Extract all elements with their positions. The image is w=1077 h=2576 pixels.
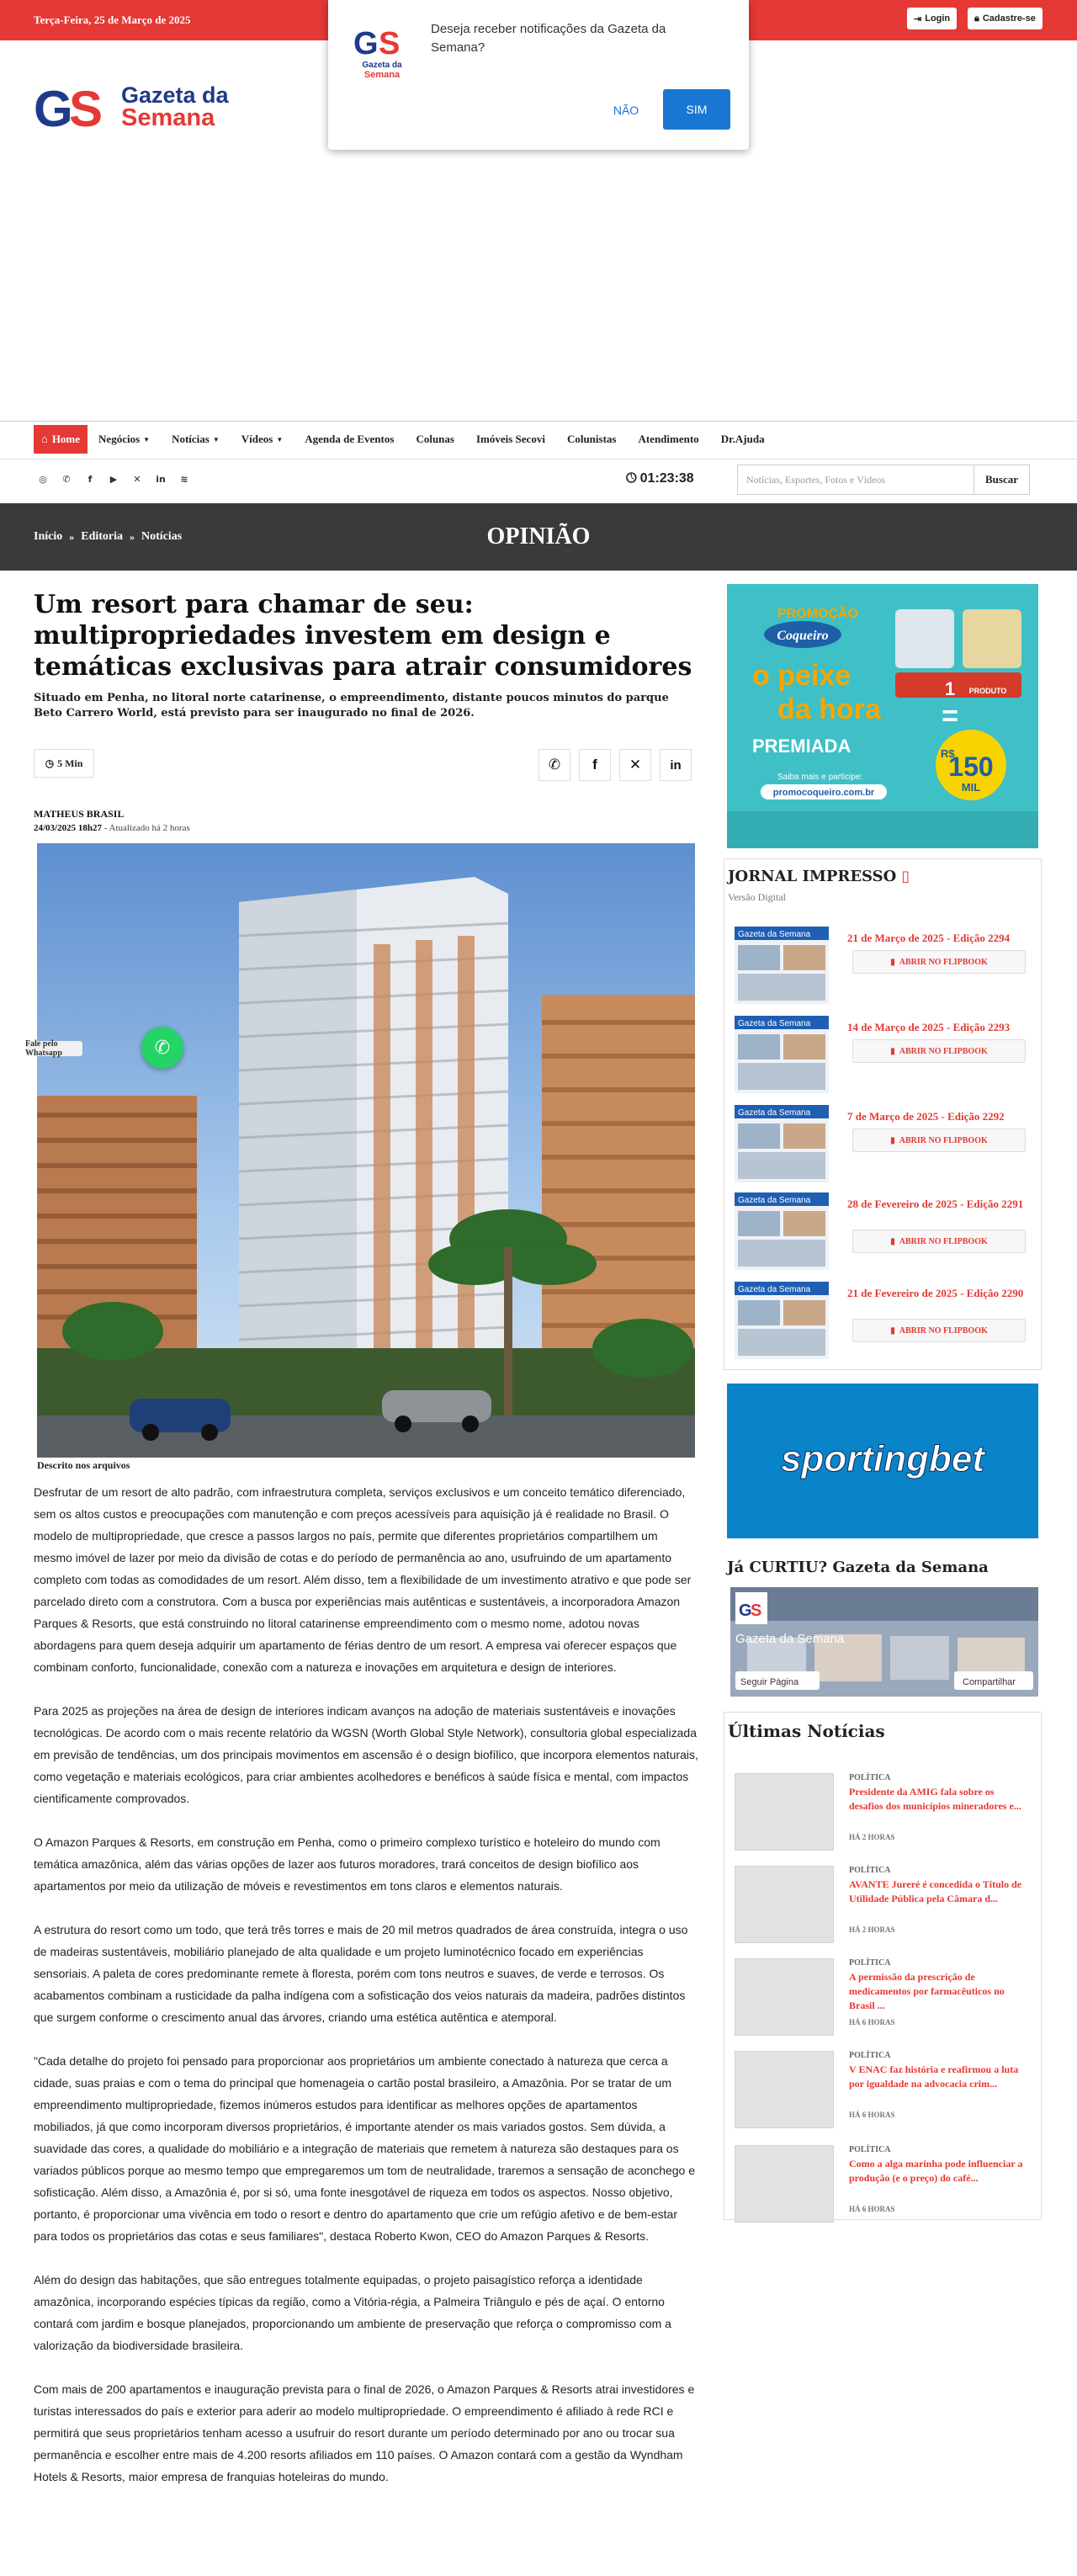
article-paragraph: O Amazon Parques & Resorts, em construção em Penha, como o primeiro complexo turístico e hoteleiro do mundo com temática amazônica, além das várias opções de lazer aos futuros moradores, trará conceitos de design biofílico aos apartamentos por meio da utilização de móveis e revestimentos em tons claros e elementos naturais. [34, 1835, 661, 1893]
chevron-down-icon: ▼ [143, 435, 151, 443]
nav-item[interactable] [710, 425, 776, 454]
facebook-icon[interactable]: f [88, 473, 93, 485]
nav-item-label: Atendimento [638, 433, 699, 445]
news-category: POLÍTICA [849, 1958, 891, 1968]
updated-time: - Atualizado há 2 horas [103, 823, 190, 833]
chevron-right-icon: » [69, 530, 75, 543]
promo-ad-banner[interactable] [727, 584, 1038, 848]
clock-time: 01:23:38 [639, 471, 694, 486]
svg-text:Gazeta da Semana: Gazeta da Semana [738, 1019, 811, 1028]
nav-item-label: Vídeos [241, 433, 273, 445]
open-flipbook-button[interactable] [852, 1319, 1026, 1342]
photo-caption: Descrito nos arquivos [37, 1459, 130, 1471]
print-edition-widget [724, 858, 1042, 1370]
whatsapp-icon: ✆ [154, 1037, 171, 1059]
svg-text:Gazeta da Semana: Gazeta da Semana [735, 1632, 845, 1646]
decline-button[interactable]: NÃO [613, 104, 639, 117]
pdf-icon: ▮ [890, 1236, 895, 1246]
article-paragraph: Para 2025 as projeções na área de design de interiores indicam avanços na adoção de materiais sustentáveis e inovações tecnológicas. De acordo com o mais recente relatório da WGSN (Worth Global Style Network), consultoria global especializada em previsão de tendências, um dos principais movimentos em ascensão é o design biofílico, que incorpora elementos naturais, como vegetação e materiais ecológicos, para criar ambientes acolhedores e benéficos à saúde física e mental, com impactos cientificamente comprovados. [34, 1704, 698, 1805]
svg-text:R$: R$ [941, 747, 955, 760]
article-paragraph: A estrutura do resort como um todo, que terá três torres e mais de 20 mil metros quadrados de área construída, integra o uso de madeiras sustentáveis, mobiliário planejado de alta qualidade e um projeto luminotécnico focado em experiências sensoriais. A paleta de cores predominante remete à floresta, porém com tons neutros e suaves, de verde e terrosos. Os acabamentos combinam a rusticidade da palha indígena com a sofisticação dos veios naturais da madeira, padrões distintos que surgem conforme o crescimento anual das árvores, criando uma estética autêntica e atemporal. [34, 1923, 688, 2024]
ad-promo-word: PROMOÇÃO [777, 607, 858, 621]
latest-news-item[interactable] [735, 2051, 1034, 2138]
news-title[interactable]: Como a alga marinha pode influenciar a produção (e o preço) do café... [849, 2158, 1023, 2184]
svg-text:G: G [353, 26, 379, 61]
login-label: Login [925, 13, 951, 24]
svg-text:1: 1 [944, 678, 956, 699]
nav-item[interactable] [556, 425, 628, 454]
nav-item-label: Colunistas [566, 433, 617, 445]
nav-item[interactable] [294, 425, 405, 454]
svg-text:promocoqueiro.com.br: promocoqueiro.com.br [772, 788, 875, 798]
article-paragraph: Desfrutar de um resort de alto padrão, com infraestrutura completa, serviços exclusivos e um conceito temático diferenciado, sem os altos custos e preocupações com manutenção e com preços acessíveis para aquisição já é realidade no Brasil. O modelo de multipropriedade, que cresce a passos largos no país, permite que diferentes proprietários compartilhem um mesmo imóvel de lazer por meio da divisão de cotas e do período de permanência ao ano, usufruindo de um apartamento completo com todas as comodidades de um resort. Além disso, tem a flexibilidade de um investimento atrativo e que pode ser parcelado direto com a construtora. Com a busca por experiências mais autênticas e sustentáveis, a incorporadora Amazon Parques & Resorts, que está construindo no litoral catarinense empreendimento com o mesmo nome, adotou novas abordagens para quem deseja adquirir um apartamento de férias dentro de um resort. A empresa vai oferecer espaços que combinam conforto, funcionalidade, conexão com a natureza e inovações em arquitetura e design de interiores. [34, 1485, 692, 1674]
nav-item[interactable] [465, 425, 556, 454]
news-title[interactable]: V ENAC faz história e reafirmou a luta por igualdade na advocacia crim... [849, 2063, 1019, 2090]
edition-cover-thumbnail[interactable] [735, 1016, 829, 1093]
edition-cover-thumbnail[interactable] [735, 1282, 829, 1359]
whatsapp-float-button[interactable] [141, 1027, 183, 1069]
breadcrumb-item[interactable]: Notícias [141, 530, 183, 543]
svg-text:Saiba mais e participe:: Saiba mais e participe: [777, 773, 863, 782]
edition-title: 21 de Março de 2025 - Edição 2294 [847, 932, 1011, 944]
article-body [34, 1481, 698, 2510]
lock-icon: 🔒︎ [974, 13, 979, 24]
article-paragraph: Além do design das habitações, que são entregues totalmente equipadas, o projeto paisagístico reforça a identidade amazônica, incorporando espécies típicas da região, como a Vitória-régia, a Palmeira Triângulo e pés de açaí. O entorno contará com jardim e bosque planejados, proporcionando um ambiente de preservação que reforça o compromisso com a valorização da biodiversidade brasileira. [34, 2273, 671, 2352]
clock-icon: 🕓︎ [626, 471, 637, 486]
accept-button[interactable]: SIM [663, 89, 730, 130]
open-flipbook-button[interactable] [852, 1129, 1026, 1152]
print-edition-title-text: JORNAL IMPRESSO [728, 868, 897, 885]
pdf-icon: ▮ [890, 1135, 895, 1145]
push-notification-prompt [328, 0, 749, 150]
svg-text:S: S [69, 82, 103, 131]
share-buttons [538, 749, 692, 781]
svg-text:S: S [379, 26, 401, 61]
logo-mark [34, 82, 116, 131]
nav-home[interactable] [34, 425, 88, 454]
latest-news-item[interactable] [735, 1866, 1034, 1953]
search-button[interactable]: Buscar [974, 465, 1030, 495]
edition-title: 28 de Fevereiro de 2025 - Edição 2291 [847, 1198, 1024, 1210]
nav-item[interactable] [88, 425, 161, 454]
article-photo [37, 843, 695, 1458]
news-thumbnail[interactable] [735, 1958, 834, 2036]
print-edition-item [735, 1016, 1034, 1097]
news-thumbnail[interactable] [735, 2051, 834, 2128]
svg-text:G: G [739, 1601, 752, 1620]
news-category: POLÍTICA [849, 2051, 891, 2060]
main-navigation [0, 421, 1077, 459]
edition-cover-thumbnail[interactable] [735, 1105, 829, 1182]
article-headline: Um resort para chamar de seu: multipropriedades investem em design e temáticas exclusivas para atrair consumidores [34, 590, 692, 682]
nav-item[interactable] [405, 425, 465, 454]
print-edition-title [728, 868, 910, 885]
print-edition-item [735, 1105, 1034, 1186]
open-flipbook-button[interactable] [852, 1230, 1026, 1253]
svg-text:Gazeta da Semana: Gazeta da Semana [738, 930, 811, 939]
register-label: Cadastre-se [982, 13, 1036, 24]
read-time-badge [34, 749, 94, 778]
edition-title: 14 de Março de 2025 - Edição 2293 [847, 1021, 1011, 1033]
section-title: OPINIÃO [486, 523, 591, 550]
nav-item[interactable] [627, 425, 709, 454]
linkedin-icon[interactable]: in [156, 473, 166, 485]
news-category: POLÍTICA [849, 1866, 891, 1875]
register-button[interactable] [968, 8, 1043, 29]
latest-news-item[interactable] [735, 1773, 1034, 1861]
svg-text:G: G [34, 82, 73, 131]
current-date: Terça-Feira, 25 de Março de 2025 [34, 13, 191, 26]
nav-home-label: Home [51, 433, 81, 445]
youtube-icon[interactable]: ▶ [109, 473, 118, 485]
article-meta [34, 823, 190, 833]
print-edition-subtitle: Versão Digital [728, 891, 786, 903]
svg-text:Gazeta da Semana: Gazeta da Semana [738, 1108, 811, 1118]
whatsapp-float-label: Fale pelo Whatsapp [25, 1041, 82, 1056]
x-icon[interactable]: ✕ [133, 473, 141, 485]
svg-text:o peixe: o peixe [752, 660, 852, 692]
login-button[interactable] [907, 8, 957, 29]
svg-text:Gazeta da Semana: Gazeta da Semana [738, 1196, 811, 1205]
nav-item-label: Imóveis Secovi [475, 433, 545, 445]
svg-text:Semana: Semana [363, 70, 401, 80]
news-title[interactable]: Presidente da AMIG fala sobre os desafios dos municípios mineradores e... [849, 1786, 1021, 1812]
open-flipbook-label: ABRIR NO FLIPBOOK [899, 1135, 988, 1145]
article-author: MATHEUS BRASIL [34, 808, 125, 820]
share-whatsapp-icon[interactable]: ✆ [538, 749, 570, 781]
nav-item-label: Notícias [172, 433, 210, 445]
chevron-right-icon: » [130, 530, 135, 543]
svg-text:da hora: da hora [777, 693, 881, 725]
edition-title: 7 de Março de 2025 - Edição 2292 [847, 1110, 1005, 1123]
login-icon: ⇥ [914, 13, 922, 24]
latest-news-item[interactable] [735, 1958, 1034, 2046]
svg-text:MIL: MIL [961, 781, 981, 794]
mobile-icon: ▯ [901, 868, 910, 885]
svg-text:Seguir Página: Seguir Página [740, 1677, 799, 1687]
svg-text:Coqueiro: Coqueiro [777, 629, 829, 643]
pdf-icon: ▮ [890, 1046, 895, 1056]
news-title[interactable]: A permissão da prescrição de medicamentos por farmacêuticos no Brasil ... [849, 1971, 1005, 2011]
svg-text:=: = [942, 700, 958, 732]
social-links [37, 473, 190, 485]
clock-icon: ◷ [45, 757, 55, 769]
logo-line2: Semana [121, 104, 215, 131]
notification-message: Deseja receber notificações da Gazeta da Semana? [431, 22, 666, 55]
pdf-icon: ▮ [890, 1325, 895, 1336]
svg-text:Gazeta da Semana: Gazeta da Semana [738, 1285, 811, 1294]
print-edition-item [735, 1192, 1034, 1273]
news-thumbnail[interactable] [735, 1866, 834, 1943]
nav-item[interactable] [161, 425, 231, 454]
news-time: HÁ 6 HORAS [849, 2111, 895, 2119]
nav-item-label: Agenda de Eventos [305, 433, 395, 445]
chevron-down-icon: ▼ [212, 435, 220, 443]
site-logo[interactable] [34, 82, 252, 133]
utility-bar [0, 458, 1077, 502]
news-time: HÁ 6 HORAS [849, 2205, 895, 2213]
share-x-icon[interactable]: ✕ [619, 749, 651, 781]
facebook-page-widget[interactable] [730, 1587, 1038, 1697]
section-header [0, 503, 1077, 571]
news-time: HÁ 6 HORAS [849, 2018, 895, 2026]
share-facebook-icon[interactable]: f [579, 749, 611, 781]
share-linkedin-icon[interactable]: in [660, 749, 692, 781]
edition-title: 21 de Fevereiro de 2025 - Edição 2290 [847, 1287, 1024, 1299]
facebook-widget-title: Já CURTIU? Gazeta da Semana [727, 1559, 989, 1576]
instagram-icon[interactable]: ◎ [39, 473, 47, 485]
news-category: POLÍTICA [849, 1773, 891, 1782]
news-category: POLÍTICA [849, 2145, 891, 2154]
home-icon: ⌂ [41, 433, 48, 445]
latest-news-widget [724, 1712, 1042, 2220]
news-thumbnail[interactable] [735, 1773, 834, 1851]
pdf-icon: ▮ [890, 957, 895, 967]
nav-item-label: Dr.Ajuda [720, 433, 765, 445]
svg-text:Compartilhar: Compartilhar [963, 1677, 1016, 1687]
logo-line1: Gazeta da [121, 82, 229, 108]
rss-icon[interactable]: ≋ [180, 473, 188, 485]
news-thumbnail[interactable] [735, 2145, 834, 2223]
edition-cover-thumbnail[interactable] [735, 927, 829, 1004]
news-time: HÁ 2 HORAS [849, 1833, 895, 1841]
notification-logo [350, 22, 414, 82]
print-edition-item [735, 1282, 1034, 1362]
open-flipbook-button[interactable] [852, 1039, 1026, 1063]
article-subheadline: Situado em Penha, no litoral norte catarinense, o empreendimento, distante poucos minutos do parque Beto Carrero World, está previsto para ser inaugurado no final de 2026. [34, 692, 669, 720]
breadcrumb-item[interactable]: Editoria [81, 530, 124, 543]
nav-item-label: Negócios [98, 433, 141, 445]
svg-text:150: 150 [948, 752, 994, 782]
sportingbet-ad-banner[interactable] [727, 1384, 1038, 1538]
svg-text:Gazeta da: Gazeta da [362, 61, 402, 70]
svg-text:PRODUTO: PRODUTO [968, 687, 1007, 695]
nav-item[interactable] [231, 425, 294, 454]
open-flipbook-label: ABRIR NO FLIPBOOK [899, 957, 988, 967]
whatsapp-icon[interactable]: ✆ [62, 473, 71, 485]
svg-text:S: S [751, 1601, 762, 1620]
open-flipbook-label: ABRIR NO FLIPBOOK [899, 1325, 988, 1336]
nav-item-label: Colunas [416, 433, 454, 445]
open-flipbook-label: ABRIR NO FLIPBOOK [899, 1236, 988, 1246]
search-input[interactable]: Notícias, Esportes, Fotos e Vídeos [737, 465, 974, 495]
news-time: HÁ 2 HORAS [849, 1925, 895, 1934]
read-time: 5 Min [57, 757, 83, 769]
edition-cover-thumbnail[interactable] [735, 1192, 829, 1270]
open-flipbook-button[interactable] [852, 950, 1026, 974]
svg-text:sportingbet: sportingbet [781, 1438, 984, 1479]
published-date: 24/03/2025 18h27 [34, 823, 102, 833]
latest-news-title: Últimas Notícias [728, 1721, 885, 1741]
article-paragraph: Com mais de 200 apartamentos e inauguração prevista para o final de 2026, o Amazon Parques & Resorts atrai investidores e turistas interessados do país e exterior para aderir ao modelo multipropriedade. O empreendimento é afiliado à rede RCI e permitirá que seus proprietários tenham acesso a usufruir do resort durante um período determinado por ano ou trocar sua permanência e escolher entre mais de 4.200 resorts afiliados em 110 países. O Amazon contará com a gestão da Wyndham Hotels & Resorts, maior empresa de franquias hoteleiras do mundo. [34, 2382, 695, 2483]
open-flipbook-label: ABRIR NO FLIPBOOK [899, 1046, 988, 1056]
news-title[interactable]: AVANTE Jureré é concedida o Título de Utilidade Pública pela Câmara d... [849, 1878, 1022, 1904]
chevron-down-icon: ▼ [276, 435, 284, 443]
svg-text:PREMIADA: PREMIADA [752, 736, 852, 757]
article-paragraph: "Cada detalhe do projeto foi pensado para proporcionar aos proprietários um ambiente conectado à natureza que cerca a cidade, suas praias e com o tema do principal que homenageia o cartão postal brasileiro, a Amazônia. Por se tratar de um empreendimento multipropriedade, fizemos inúmeros estudos para identificar as melhores opções de apartamentos mobiliados, já que como incorporam diversos proprietários, é importante atender os mais variados gostos. Sem dúvida, a suavidade das cores, a qualidade do mobiliário e a integração de materiais que remetem à natureza são destaques para os variados públicos porque ao mesmo tempo que empregaremos um tom de neutralidade, traremos a sensação de aconchego e sofisticação. Além disso, a Amazônia é, por si só, uma fonte inesgotável de riqueza em todos os aspectos. Nosso objetivo, portanto, é proporcionar uma vivência em todo o resort e dentro do apartamento que crie um refúgio afetivo e de bem-estar para todos os proprietários das cotas e seus familiares", destaca Roberto Kwon, CEO do Amazon Parques & Resorts. [34, 2054, 696, 2243]
clock [626, 471, 694, 486]
latest-news-item[interactable] [735, 2145, 1034, 2233]
breadcrumb-item[interactable]: Início [34, 530, 63, 543]
print-edition-item [735, 927, 1034, 1007]
